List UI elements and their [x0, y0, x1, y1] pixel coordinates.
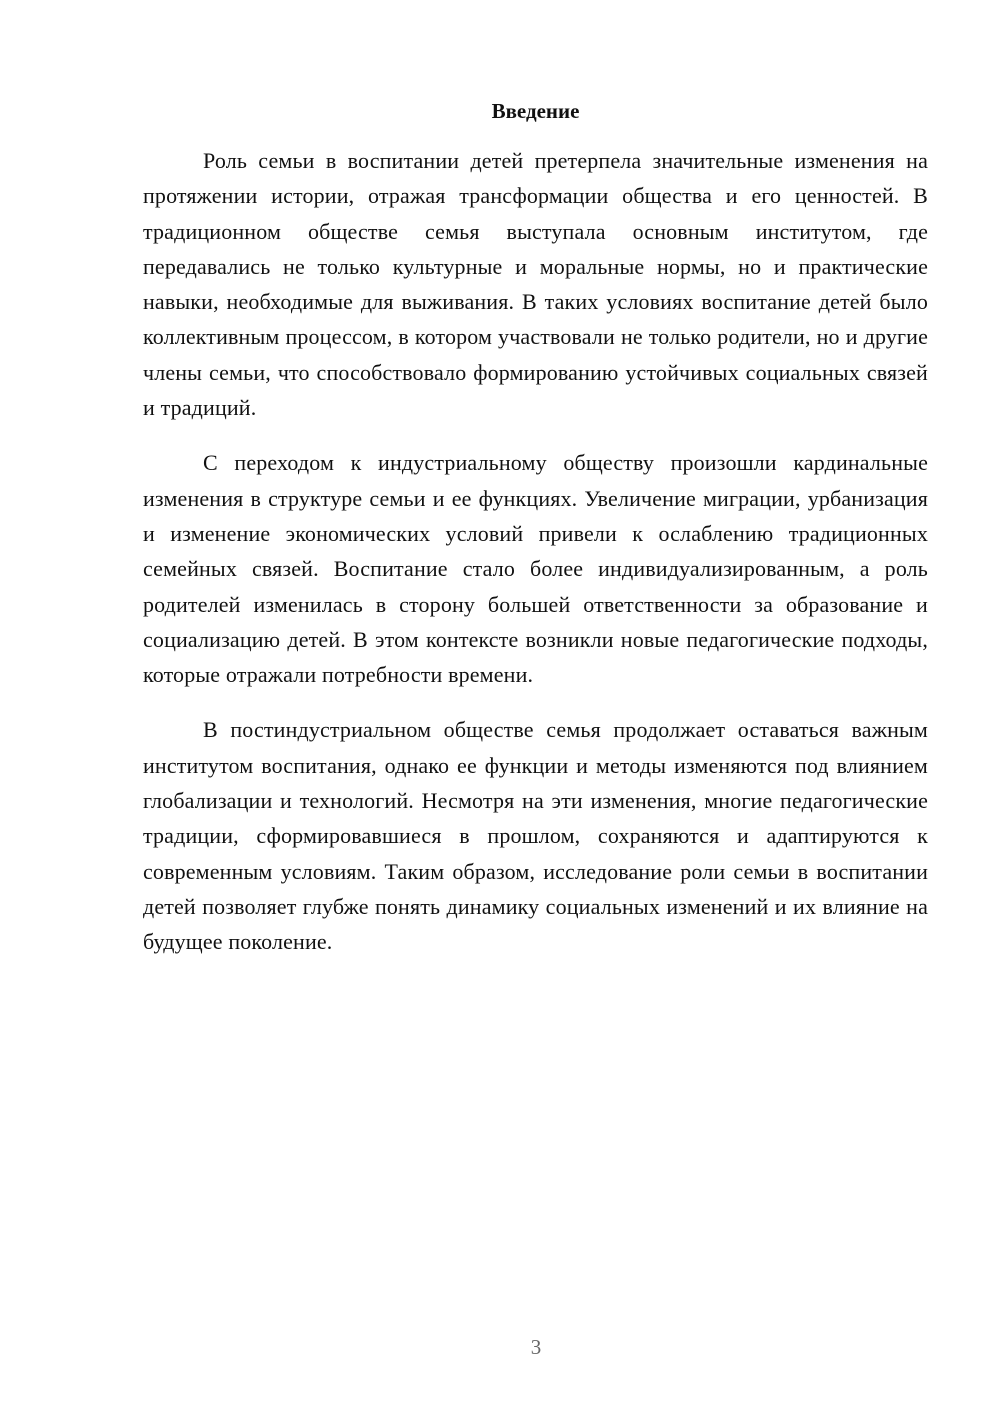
document-body: [143, 143, 928, 980]
paragraph-1: Роль семьи в воспитании детей претерпела значительные изменения на протяжении истории, отражая трансформации общества и его ценностей. В традиционном обществе семья выступала основным институтом, где передавались не только культурные и моральные нормы, но и практические навыки, необходимые для выживания. В таких условиях воспитание детей было коллективным процессом, в котором участвовали не только родители, но и другие члены семьи, что способствовало формированию устойчивых социальных связей и традиций.: [143, 148, 928, 421]
paragraph-3: В постиндустриальном обществе семья продолжает оставаться важным институтом воспитания, однако ее функции и методы изменяются под влиянием глобализации и технологий. Несмотря на эти изменения, многие педагогические традиции, сформировавшиеся в прошлом, сохраняются и адаптируются к современным условиям. Таким образом, исследование роли семьи в воспитании детей позволяет глубже понять динамику социальных изменений и их влияние на будущее поколение.: [143, 717, 928, 955]
page-title: Введение: [491, 99, 580, 123]
page-number: 3: [530, 1335, 542, 1359]
paragraph-2: С переходом к индустриальному обществу произошли кардинальные изменения в структуре семьи и ее функциях. Увеличение миграции, урбанизация и изменение экономических условий привели к ослаблению традиционных семейных связей. Воспитание стало более индивидуализированным, а роль родителей изменилась в сторону большей ответственности за образование и социализацию детей. В этом контексте возникли новые педагогические подходы, которые отражали потребности времени.: [143, 450, 928, 688]
